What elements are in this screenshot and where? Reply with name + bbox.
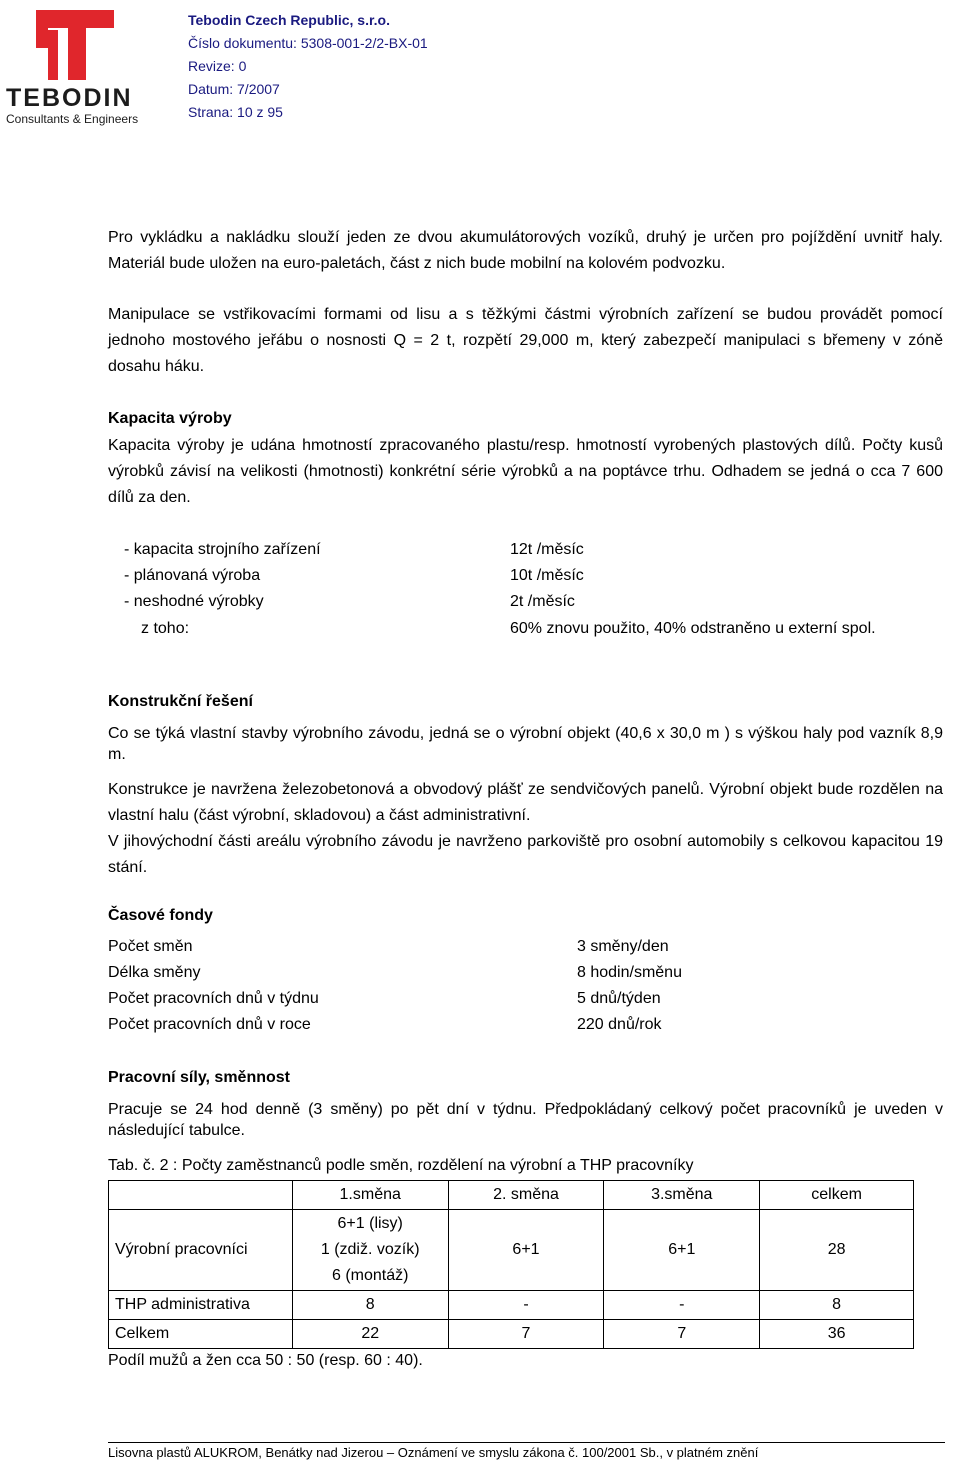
footer-divider [108,1442,945,1443]
capacity-label: - plánovaná výroba [124,567,261,584]
date: Datum: 7/2007 [188,81,280,97]
time-value: 8 hodin/směnu [577,964,682,981]
time-label: Počet pracovních dnů v roce [108,1016,311,1033]
time-label: Délka směny [108,964,201,981]
company-name: Tebodin Czech Republic, s.r.o. [188,12,390,28]
table-cell: 6+1 [604,1210,760,1291]
table-cell: - [448,1291,604,1320]
gender-ratio: Podíl mužů a žen cca 50 : 50 (resp. 60 : 40). [108,1352,423,1369]
table-cell: 36 [760,1320,914,1349]
heading-time-funds: Časové fondy [108,907,213,924]
table-header-cell [109,1181,293,1210]
page-footer: Lisovna plastů ALUKROM, Benátky nad Jizerou – Oznámení ve smyslu zákona č. 100/2001 Sb., v platném znění [108,1445,759,1460]
paragraph-building: Co se týká vlastní stavby výrobního závodu, jedná se o výrobní objekt (40,6 x 30,0 m ) s výškou haly pod vazník 8,9 m. [108,725,943,763]
paragraph-workforce: Pracuje se 24 hod denně (3 směny) po pět dní v týdnu. Předpokládaný celkový počet pracovníků je uveden v následující tabulce. [108,1101,943,1139]
table-row [109,1210,914,1291]
table-caption: Tab. č. 2 : Počty zaměstnanců podle směn, rozdělení na výrobní a THP pracovníky [108,1157,694,1174]
capacity-label: - kapacita strojního zařízení [124,541,321,558]
table-cell: 28 [760,1210,914,1291]
table-cell [292,1210,448,1291]
time-label: Počet pracovních dnů v týdnu [108,990,319,1007]
paragraph-parking: V jihovýchodní části areálu výrobního závodu je navrženo parkoviště pro osobní automobily s celkovou kapacitou 19 stání. [108,833,943,876]
table-cell: 6+1 [448,1210,604,1291]
table-header-cell: 1.směna [292,1181,448,1210]
capacity-value: 2t /měsíc [510,593,575,610]
table-header-cell: 3.směna [604,1181,760,1210]
paragraph-unloading: Pro vykládku a nakládku slouží jeden ze dvou akumulátorových vozíků, druhý je určen pro pojíždění uvnitř haly. Materiál bude uložen na euro-paletách, část z nich bude mobilní na kolovém podvozku. [108,229,943,272]
table-header-cell: 2. směna [448,1181,604,1210]
paragraph-crane: Manipulace se vstřikovacími formami od lisu a s těžkými částmi výrobních zařízení se budou provádět pomocí jednoho mostového jeřábu o nosnosti Q = 2 t, rozpětí 29,000 m, který zabezpečí manipulaci s břemeny v zóně dosahu háku. [108,306,943,375]
table-cell-label: THP administrativa [109,1291,293,1320]
staff-table [108,1180,914,1349]
doc-number: Číslo dokumentu: 5308-001-2/2-BX-01 [188,35,428,51]
paragraph-capacity: Kapacita výroby je udána hmotností zpracovaného plastu/resp. hmotností vyrobených plastových dílů. Počty kusů výrobků závisí na velikosti (hmotnosti) konkrétní série výrobků a na poptávce trhu. Odhadem se jedná o cca 7 600 dílů za den. [108,437,943,506]
table-cell: - [604,1291,760,1320]
time-label: Počet směn [108,938,193,955]
capacity-label: - neshodné výrobky [124,593,264,610]
time-value: 220 dnů/rok [577,1016,662,1033]
table-cell: 7 [604,1320,760,1349]
tebodin-logo [6,4,156,126]
revision: Revize: 0 [188,58,247,74]
page-number: Strana: 10 z 95 [188,104,283,120]
heading-workforce: Pracovní síly, směnnost [108,1069,290,1086]
capacity-value: 60% znovu použito, 40% odstraněno u externí spol. [510,620,876,637]
doc-header [188,12,428,127]
table-row [109,1291,914,1320]
table-cell: 8 [292,1291,448,1320]
capacity-value: 10t /měsíc [510,567,584,584]
table-cell-label: Výrobní pracovníci [109,1210,293,1291]
time-value: 3 směny/den [577,938,669,955]
logo-tagline: Consultants & Engineers [6,112,139,126]
paragraph-structure: Konstrukce je navržena železobetonová a obvodový plášť ze sendvičových panelů. Výrobní objekt bude rozdělen na vlastní halu (část výrobní, skladovou) a část administrativní. [108,781,943,824]
table-header-row [109,1181,914,1210]
capacity-label: z toho: [141,620,190,637]
table-header-cell: celkem [760,1181,914,1210]
table-cell-line: 6 (montáž) [331,1267,409,1284]
time-value: 5 dnů/týden [577,990,661,1007]
table-cell-label: Celkem [109,1320,293,1349]
table-cell: 22 [292,1320,448,1349]
table-cell: 8 [760,1291,914,1320]
table-row [109,1320,914,1349]
logo-wordmark: TEBODIN [6,84,133,112]
heading-capacity: Kapacita výroby [108,410,232,427]
capacity-value: 12t /měsíc [510,541,584,558]
logo-mark-icon [6,4,156,86]
heading-construction: Konstrukční řešení [108,693,253,710]
table-cell: 7 [448,1320,604,1349]
table-cell-line: 1 (zdiž. vozík) [320,1241,420,1258]
table-cell-line: 6+1 (lisy) [337,1215,403,1232]
